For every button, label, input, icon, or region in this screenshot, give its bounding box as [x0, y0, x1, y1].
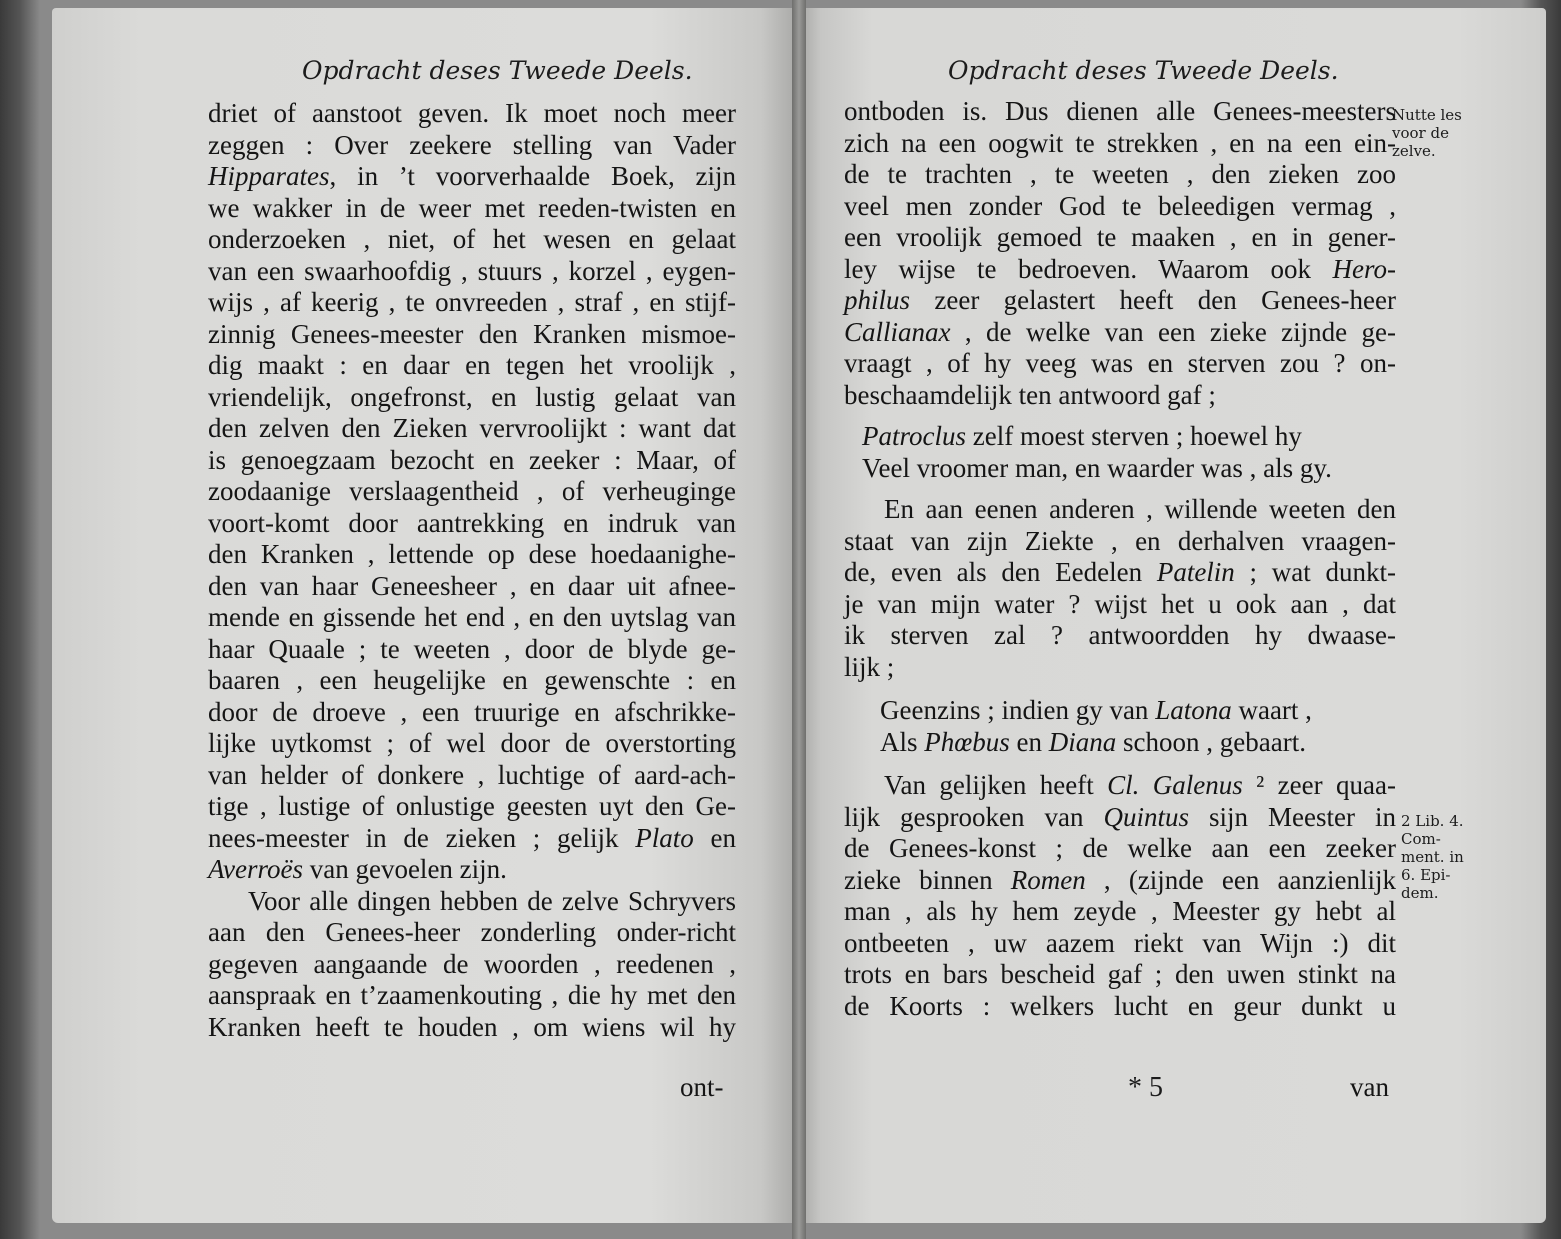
signature-mark: * 5 [1128, 1072, 1163, 1103]
margin-note-line: Nutte les [1392, 106, 1462, 124]
text-line: van een swaarhoofdig , stuurs , korzel , eygen- [208, 255, 736, 286]
text-line: ontbeeten , uw aazem riekt van Wijn :) dit [844, 927, 1396, 958]
text-line: voort-komt door aantrekking en indruk van [208, 507, 736, 538]
margin-note-line: zelve. [1392, 142, 1436, 160]
left-body-text [208, 98, 736, 1043]
text-line: nees-meester in de zieken ; gelijk Plato en [208, 822, 737, 853]
verse-line: Patroclus zelf moest sterven ; hoewel hy [862, 421, 1302, 451]
right-page [798, 8, 1546, 1223]
text-line: is genoegzaam bezocht en zeeker : Maar, of [208, 444, 736, 475]
text-line: Callianax , de welke van een zieke zijnde ge- [844, 316, 1396, 347]
text-line: lijk ; [844, 651, 895, 682]
text-line: gegeven aangaande de woorden , reedenen , [208, 948, 736, 979]
text-line: ontboden is. Dus dienen alle Genees-meesters [844, 96, 1396, 126]
text-line: trots en bars bescheid gaf ; den uwen stinkt na [844, 959, 1396, 989]
text-line: den van haar Geneesheer , en daar uit afnee- [208, 570, 736, 601]
text-line: den Kranken , lettende op dese hoedaanighe- [208, 539, 736, 569]
verse-line: Als Phœbus en Diana schoon , gebaart. [880, 726, 1306, 757]
catchword-right: van [1350, 1072, 1389, 1102]
text-line: de, even als den Eedelen Patelin ; wat dunkt- [844, 557, 1397, 587]
text-line: driet of aanstoot geven. Ik moet noch meer [208, 98, 736, 128]
text-line: onderzoeken , niet, of het wesen en gelaat [208, 224, 736, 254]
margin-note-line: 6. Epi- [1401, 866, 1451, 884]
text-line: zoodaanige verslaagentheid , of verheuginge [208, 476, 736, 506]
text-line: Hipparates, in ’t voorverhaalde Boek, zijn [208, 161, 736, 191]
text-line: baaren , een heugelijke en gewenschte : en [208, 665, 736, 695]
margin-note-reference [1401, 812, 1464, 902]
text-line: van helder of donkere , luchtige of aard-ach- [208, 759, 736, 790]
right-body-text [844, 96, 1396, 1022]
text-line: vriendelijk, ongefronst, en lustig gelaat van [208, 381, 736, 412]
text-line: vraagt , of hy veeg was en sterven zou ? on- [844, 348, 1396, 378]
text-line: mende en gissende het end , en den uytslag van [208, 602, 736, 632]
text-line: Kranken heeft te houden , om wiens wil hy [208, 1011, 736, 1042]
text-line: door de droeve , een truurige en afschrikke- [208, 696, 736, 727]
margin-note-line: dem. [1401, 884, 1439, 902]
running-head-left: Opdracht deses Tweede Deels. [302, 56, 693, 85]
text-line: beschaamdelijk ten antwoord gaf ; [844, 379, 1216, 410]
text-line: haar Quaale ; te weeten , door de blyde ge- [208, 633, 736, 664]
text-line: Averroës van gevoelen zijn. [208, 854, 507, 884]
text-line: staat van zijn Ziekte , en derhalven vraagen- [844, 525, 1396, 556]
text-line: zich na een oogwit te strekken , en na een ein- [844, 127, 1396, 158]
text-line: wijs , af keerig , te onvreeden , straf , en stijf- [208, 287, 736, 317]
text-line: een vroolijk gemoed te maaken , en in gener- [844, 222, 1396, 252]
verse-line: Geenzins ; indien gy van Latona waart , [880, 695, 1312, 725]
text-line: we wakker in de weer met reeden-twisten en [208, 192, 736, 223]
text-line: dig maakt : en daar en tegen het vroolijk , [208, 350, 736, 380]
text-line: Van gelijken heeft Cl. Galenus ² zeer quaa- [884, 770, 1396, 800]
margin-note [1392, 106, 1462, 160]
text-line: de Genees-konst ; de welke aan een zeeker [844, 833, 1396, 863]
text-line: aan den Genees-heer zonderling onder-richt [208, 917, 736, 947]
margin-note-line: voor de [1392, 124, 1449, 142]
text-line: tige , lustige of onlustige geesten uyt den Ge- [208, 791, 736, 821]
book-gutter [792, 0, 806, 1239]
catchword-left: ont- [680, 1072, 724, 1102]
left-page [52, 8, 798, 1223]
text-line: aanspraak en t’zaamenkouting , die hy met den [208, 980, 736, 1010]
text-line: veel men zonder God te beleedigen vermag , [844, 190, 1396, 221]
text-line: man , als hy hem zeyde , Meester gy hebt al [844, 896, 1396, 926]
text-line: de te trachten , te weeten , den zieken zoo [844, 159, 1396, 189]
margin-note-line: Com- [1401, 830, 1441, 848]
text-line: philus zeer gelastert heeft den Genees-heer [844, 285, 1396, 315]
text-line: ley wijse te bedroeven. Waarom ook Hero- [844, 253, 1396, 284]
text-line: Voor alle dingen hebben de zelve Schryvers [248, 885, 736, 916]
text-line: de Koorts : welkers lucht en geur dunkt u [844, 990, 1396, 1021]
text-line: zeggen : Over zeekere stelling van Vader [208, 129, 736, 160]
margin-note-line: 2 Lib. 4. [1401, 812, 1464, 830]
text-line: lijke uytkomst ; of wel door de overstorting [208, 728, 736, 758]
text-line: ik sterven zal ? antwoordden hy dwaase- [844, 620, 1396, 650]
text-line: zieke binnen Romen , (zijnde een aanzienlijk [844, 864, 1396, 895]
text-line: lijk gesprooken van Quintus sijn Meester in [844, 801, 1396, 832]
text-line: den zelven den Zieken vervroolijkt : want dat [208, 413, 736, 443]
text-line: je van mijn water ? wijst het u ook aan , dat [844, 588, 1396, 619]
verse-line: Veel vroomer man, en waarder was , als gy. [862, 452, 1332, 483]
margin-note-line: ment. in [1401, 848, 1464, 866]
text-line: zinnig Genees-meester den Kranken mismoe- [208, 318, 736, 349]
running-head-right: Opdracht deses Tweede Deels. [948, 56, 1339, 85]
text-line: En aan eenen anderen , willende weeten den [884, 494, 1396, 524]
